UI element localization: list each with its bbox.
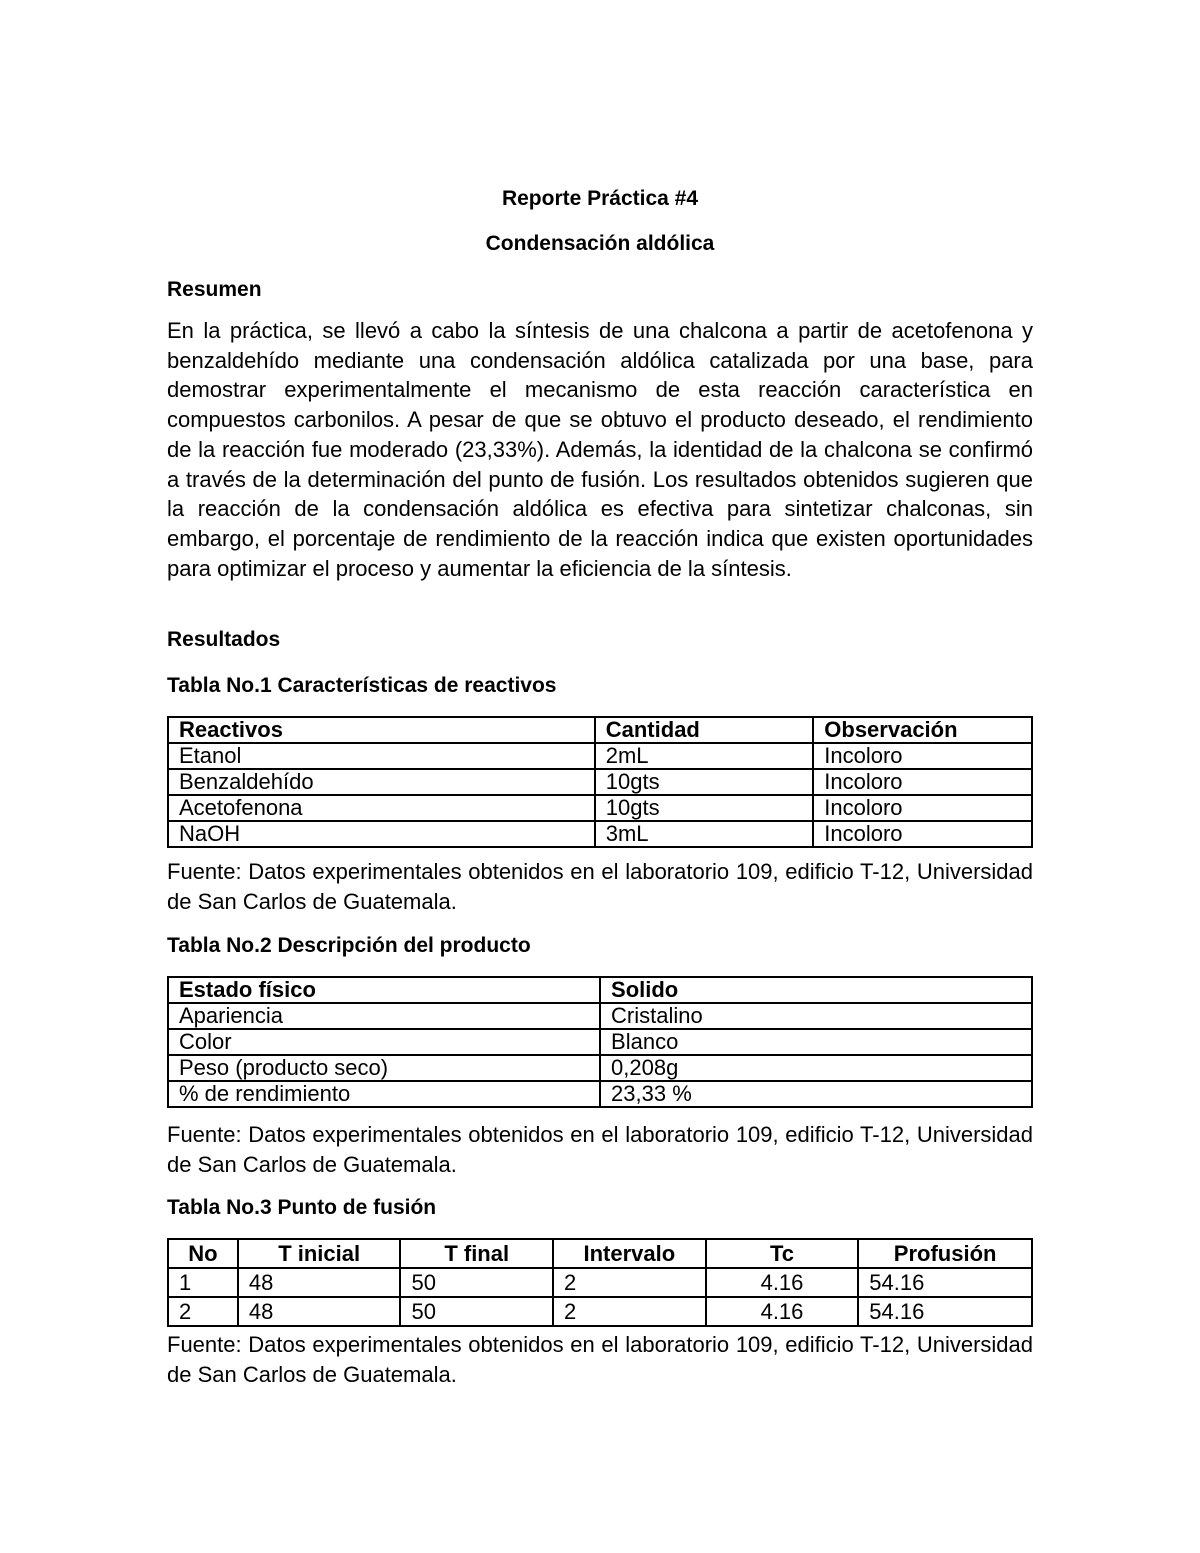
table-cell: 2 [553, 1268, 706, 1297]
table3-source: Fuente: Datos experimentales obtenidos en el laboratorio 109, edificio T-12, Universidad de San Carlos de Guatemala. [167, 1332, 1033, 1387]
table-cell: 23,33 % [600, 1081, 1032, 1107]
table-header-cell: Intervalo [553, 1239, 706, 1268]
table-header-cell: Observación [813, 717, 1032, 743]
table-cell: % de rendimiento [168, 1081, 600, 1107]
table-cell: NaOH [168, 821, 595, 847]
table-header-row [168, 1239, 1032, 1268]
table1-source: Fuente: Datos experimentales obtenidos en el laboratorio 109, edificio T-12, Universidad de San Carlos de Guatemala. [167, 859, 1033, 914]
table-cell: 48 [238, 1297, 401, 1326]
table2-caption: Tabla No.2 Descripción del producto [167, 934, 531, 957]
table-row [168, 1297, 1032, 1326]
table-row [168, 769, 1032, 795]
table-cell: 50 [400, 1268, 553, 1297]
table2-source: Fuente: Datos experimentales obtenidos en el laboratorio 109, edificio T-12, Universidad de San Carlos de Guatemala. [167, 1122, 1033, 1177]
table-header-cell: Cantidad [595, 717, 814, 743]
melting-point-table [167, 1238, 1033, 1327]
table-cell: Incoloro [813, 795, 1032, 821]
table-row [168, 1003, 1032, 1029]
table-cell: Peso (producto seco) [168, 1055, 600, 1081]
table-row [168, 821, 1032, 847]
reagents-table [167, 716, 1033, 848]
table-cell: 2 [553, 1297, 706, 1326]
table-cell: 0,208g [600, 1055, 1032, 1081]
table-row [168, 795, 1032, 821]
document-title: Reporte Práctica #4 [501, 187, 699, 210]
table-cell: 4.16 [706, 1297, 859, 1326]
table-cell: 54.16 [858, 1268, 1032, 1297]
table-row [168, 1081, 1032, 1107]
table-cell: 2 [168, 1297, 238, 1326]
table-header-cell: T final [400, 1239, 553, 1268]
table-cell: Color [168, 1029, 600, 1055]
table-header-row [168, 977, 1032, 1003]
table-cell: 50 [400, 1297, 553, 1326]
table-header-cell: Profusión [858, 1239, 1032, 1268]
table-header-cell: T inicial [238, 1239, 401, 1268]
table-cell: Etanol [168, 743, 595, 769]
table-header-cell: Estado físico [168, 977, 600, 1003]
resumen-text: En la práctica, se llevó a cabo la síntesis de una chalcona a partir de acetofenona y benzaldehído mediante una condensación aldólica catalizada por una base, para demostrar experimentalmente el mecanismo de esta reacción característica en compuestos carbonilos. A pesar de que se obtuvo el producto deseado, el rendimiento de la reacción fue moderado (23,33%). Además, la identidad de la chalcona se confirmó a través de la determinación del punto de fusión. Los resultados obtenidos sugieren que la reacción de la condensación aldólica es efectiva para sintetizar chalconas, sin embargo, el porcentaje de rendimiento de la reacción indica que existen oportunidades para optimizar el proceso y aumentar la eficiencia de la síntesis. [167, 318, 1033, 581]
table-cell: Benzaldehído [168, 769, 595, 795]
resumen-heading: Resumen [167, 278, 262, 301]
product-table [167, 976, 1033, 1108]
table-cell: Incoloro [813, 769, 1032, 795]
table-cell: 10gts [595, 769, 814, 795]
resumen-paragraph [167, 316, 1033, 583]
table-row [168, 1055, 1032, 1081]
table-row [168, 743, 1032, 769]
table-cell: 4.16 [706, 1268, 859, 1297]
table-header-row [168, 717, 1032, 743]
table-cell: Incoloro [813, 743, 1032, 769]
table-cell: Apariencia [168, 1003, 600, 1029]
document-subtitle: Condensación aldólica [485, 232, 715, 255]
table3-caption: Tabla No.3 Punto de fusión [167, 1196, 437, 1219]
table-cell: 54.16 [858, 1297, 1032, 1326]
table-cell: Acetofenona [168, 795, 595, 821]
table-row [168, 1268, 1032, 1297]
table-cell: 2mL [595, 743, 814, 769]
table-cell: Blanco [600, 1029, 1032, 1055]
table-header-cell: Tc [706, 1239, 859, 1268]
table-row [168, 1029, 1032, 1055]
table-cell: Incoloro [813, 821, 1032, 847]
table-cell: 1 [168, 1268, 238, 1297]
resultados-heading: Resultados [167, 628, 281, 651]
table-cell: 48 [238, 1268, 401, 1297]
table-header-cell: No [168, 1239, 238, 1268]
table-cell: 3mL [595, 821, 814, 847]
table-cell: Cristalino [600, 1003, 1032, 1029]
table1-caption: Tabla No.1 Características de reactivos [167, 674, 557, 697]
table-cell: 10gts [595, 795, 814, 821]
table-header-cell: Solido [600, 977, 1032, 1003]
table-header-cell: Reactivos [168, 717, 595, 743]
